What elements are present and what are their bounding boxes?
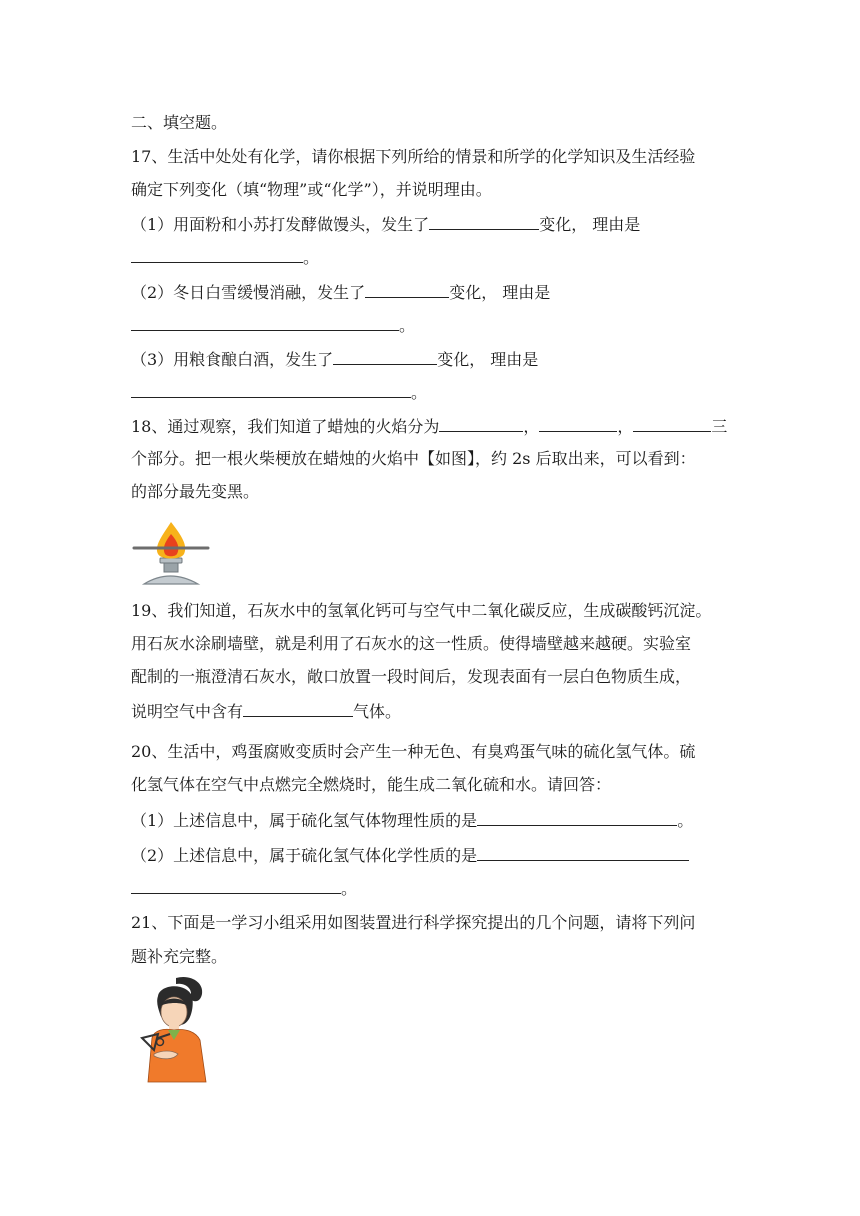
- q18-line-1-text: 18、通过观察，我们知道了蜡烛的火焰分为: [131, 417, 440, 436]
- q17-part-2-blank[interactable]: [365, 280, 449, 298]
- q17-part-2-text: （2）冬日白雪缓慢消融，发生了: [131, 283, 366, 302]
- flame-icon: [157, 522, 185, 559]
- q17-part-2-reason: [131, 313, 415, 335]
- candle-flame-figure: [130, 518, 212, 590]
- q17-part-3-blank[interactable]: [333, 347, 437, 365]
- girl-experiment-figure: [134, 974, 216, 1086]
- q18-line-2: 个部分。把一根火柴梗放在蜡烛的火焰中【如图】，约 2s 后取出来，可以看到：: [131, 449, 696, 468]
- q19-line-2: 用石灰水涂刷墙壁，就是利用了石灰水的这一性质。使得墙壁越来越硬。实验室: [131, 634, 692, 653]
- q20-part-2-blank[interactable]: [477, 843, 689, 861]
- end-mark: 。: [303, 248, 320, 267]
- q18-blank-2[interactable]: [539, 414, 617, 432]
- q21-line-1: 21、下面是一学习小组采用如图装置进行科学探究提出的几个问题，请将下列问: [131, 913, 696, 932]
- q18-line-3: 的部分最先变黑。: [131, 482, 260, 501]
- q19-line-3: 配制的一瓶澄清石灰水，敞口放置一段时间后，发现表面有一层白色物质生成，: [131, 667, 692, 686]
- q18-line-1: [131, 414, 727, 436]
- q20-line-1: 20、生活中，鸡蛋腐败变质时会产生一种无色、有臭鸡蛋气味的硫化氢气体。硫: [131, 742, 696, 761]
- q17-part-1-reason-blank[interactable]: [131, 245, 303, 263]
- q18-blank-1[interactable]: [439, 414, 523, 432]
- q17-part-3-mid: 变化， 理由是: [437, 350, 539, 369]
- q17-part-3-reason: [131, 380, 427, 402]
- end-mark: 。: [411, 383, 428, 402]
- end-mark: 。: [677, 811, 694, 830]
- q20-part-1-text: （1）上述信息中，属于硫化氢气体物理性质的是: [131, 811, 478, 830]
- q17-part-1-reason: [131, 245, 319, 267]
- q19-line-4-text: 说明空气中含有: [131, 702, 244, 721]
- q20-part-2-blank-continued[interactable]: [131, 876, 341, 894]
- q17-part-1-text: （1）用面粉和小苏打发酵做馒头，发生了: [131, 215, 430, 234]
- end-mark: 。: [399, 316, 416, 335]
- q19-line-4-suffix: 气体。: [353, 702, 402, 721]
- q18-separator: ，: [523, 417, 540, 436]
- q17-line-2: 确定下列变化（填“物理”或“化学”），并说明理由。: [131, 180, 492, 199]
- end-mark: 。: [341, 879, 358, 898]
- q18-line-1-suffix: 三: [711, 417, 728, 436]
- q20-part-2-continued: [131, 876, 357, 898]
- q17-part-3: [131, 347, 538, 369]
- q17-line-1: 17、生活中处处有化学，请你根据下列所给的情景和所学的化学知识及生活经验: [131, 147, 696, 166]
- q17-part-3-text: （3）用粮食酿白酒，发生了: [131, 350, 334, 369]
- q18-blank-3[interactable]: [633, 414, 711, 432]
- q18-separator: ，: [617, 417, 634, 436]
- q17-part-2: [131, 280, 550, 302]
- section-title: 二、填空题。: [131, 113, 228, 132]
- q17-part-1: [131, 212, 640, 234]
- alcohol-lamp-icon: [144, 558, 198, 584]
- q17-part-1-mid: 变化， 理由是: [539, 215, 641, 234]
- q20-line-2: 化氢气体在空气中点燃完全燃烧时，能生成二氧化硫和水。请回答：: [131, 775, 612, 794]
- q20-part-1-blank[interactable]: [477, 808, 677, 826]
- q19-blank[interactable]: [243, 699, 353, 717]
- q17-part-2-reason-blank[interactable]: [131, 313, 399, 331]
- q20-part-1: [131, 808, 693, 830]
- girl-icon: [148, 977, 206, 1082]
- q17-part-3-reason-blank[interactable]: [131, 380, 411, 398]
- q20-part-2: [131, 843, 689, 865]
- q19-line-4: [131, 699, 401, 721]
- q17-part-1-blank[interactable]: [429, 212, 539, 230]
- q21-line-2: 题补充完整。: [131, 947, 228, 966]
- q20-part-2-text: （2）上述信息中，属于硫化氢气体化学性质的是: [131, 846, 478, 865]
- q19-line-1: 19、我们知道，石灰水中的氢氧化钙可与空气中二氧化碳反应，生成碳酸钙沉淀。: [131, 601, 712, 620]
- q17-part-2-mid: 变化， 理由是: [449, 283, 551, 302]
